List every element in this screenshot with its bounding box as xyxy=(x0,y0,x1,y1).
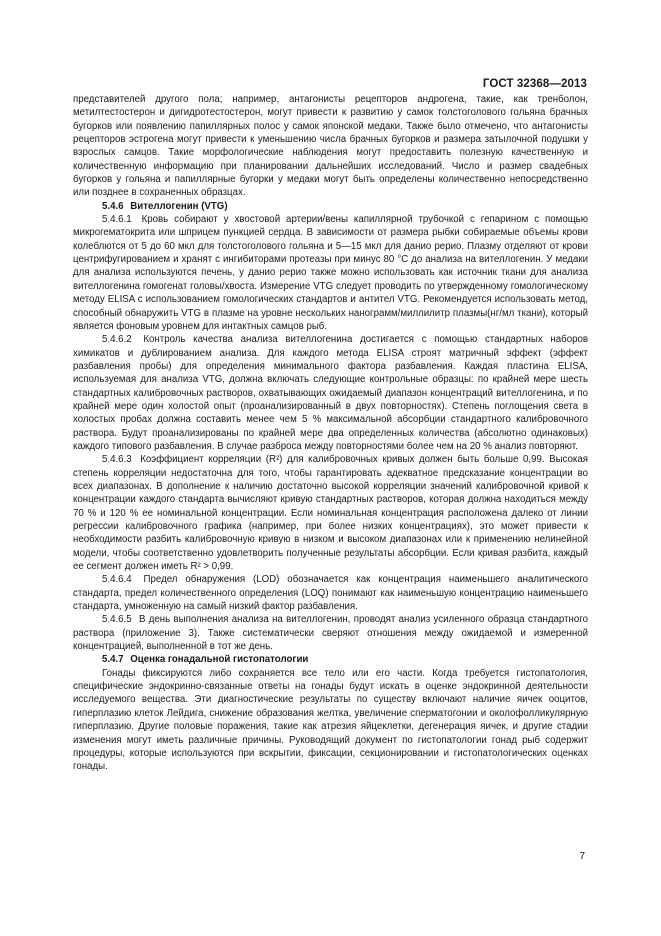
paragraph-continuation: представителей другого пола; например, антагонисты рецепторов андрогена, такие, как тренболон, метилтестостерон и дигидротестостерон, могут привести к развитию у самок толстоголового гольяна брачных бугорков или появлению папиллярных полос у самок японской медаки. Также было отмечено, что антагонисты рецепторов эстрогена могут привести к уменьшению числа брачных бугорков и размера затылочной подушки у взрослых самцов. Такие морфологические наблюдения могут предоставить полезную качественную и количественную информацию при планировании дальнейших исследований. Число и размер свадебных бугорков у гольяна и папиллярные бугорки у медаки могут быть определены количественно непосредственно или позднее в сохраненных образцах. xyxy=(73,94,588,199)
clause-number: 5.4.6.2 xyxy=(102,334,132,346)
clause-number: 5.4.6.5 xyxy=(102,614,132,626)
section-title: Вителлогенин (VTG) xyxy=(130,200,228,212)
section-heading-5-4-7 xyxy=(73,653,588,666)
clause-text: Контроль качества анализа вителлогенина достигается с помощью стандартных наборов химикатов и дублированием анализа. Для каждого метода ELISA строят матричный эффект (эффект разбавления пробы) для определения минимального фактора разбавления. Каждая пластина ELISA, используемая для анализа VTG, должна включать следующие контрольные образцы: по крайней мере шесть стандартных калибровочных растворов, охватывающих ожидаемый диапазон концентраций вителлогенина, и по крайней мере один холостой опыт (проанализированный в двух повторностях). Степень поглощения света в холостых пробах должна составить менее чем 5 % максимальной абсорбции стандартного калибровочного раствора. Будут проанализированы по крайней мере два определенных количества (абсолютно одинаковых) каждого типового разбавления. В случае разброса между повторностями более чем на 20 % анализ повторяют. xyxy=(73,334,589,452)
paragraph-5-4-6-4 xyxy=(73,573,588,613)
clause-number: 5.4.6.1 xyxy=(102,214,132,226)
paragraph-5-4-6-1 xyxy=(73,213,588,333)
clause-text: Коэффициент корреляции (R²) для калибровочных кривых должен быть больше 0,99. Высокая степень корреляции недостаточна для того, чтобы гарантировать адекватное предсказание концентрации во всех диапазонах. В дополнение к наличию достаточно высокой корреляции значений калибровочной кривой к концентрации каждого стандарта вычисляют кривую стандартных растворов, которая должна находиться между 70 % и 120 % ее номинальной концентрации. Если номинальная концентрация расположена далеко от линии регрессии калибровочного графика (например, при более низких концентрациях), это может привести к необходимости разбить калибровочную кривую в низком и высоком диапазонах или к применению нелинейной модели, чтобы соответственно удовлетворить полученные результаты абсорбции. Если кривая разбита, каждый ее сегмент должен иметь R² > 0,99. xyxy=(73,454,588,573)
paragraph-5-4-6-5 xyxy=(73,613,588,653)
document-body xyxy=(73,93,588,774)
paragraph-5-4-7: Гонады фиксируются либо сохраняется все тело или его части. Когда требуется гистопатология, специфические эндокринно-связанные ответы на гонады будут искать в оценке эндокринной деятельности исследуемого вещества. Эти диагностические результаты по существу включают наличие яичек ооцитов, гиперплазию клеток Лейдига, снижение образования желтка, увеличение сперматогонии и околофолликулярную гиперплазию. Другие половые поражения, такие как атрезия яйцеклетки, дегенерация яичек, и другие стадии изменения могут иметь различные причины. Руководящий документ по гистопатологии гонад рыб содержит процедуры, которые используются при вскрытии, фиксации, секционировании и гистопатологических оценках гонады. xyxy=(73,667,588,773)
section-heading-5-4-6 xyxy=(73,200,588,213)
standard-number-header: ГОСТ 32368—2013 xyxy=(482,78,587,90)
clause-text: Кровь собирают у хвостовой артерии/вены капиллярной трубочкой с гепарином с помощью микрогематокрита или шприцем пункцией сердца. В зависимости от размера рыбки собираемые объемы крови колеблются от 5 до 60 мкл для толстоголового гольяна и 5—15 мкл для данио рерио. Плазму отделяют от крови центрифугированием и хранят с ингибиторами протеазы при минус 80 °С до анализа на вителлогенин. У медаки для анализа используются печень, у данио рерио также можно использовать как источник ткани для анализа вителлогенина гомогенат головы/хвоста. Измерение VTG следует проводить по утвержденному гомологическому методу ELISA с использованием гомологических стандартов и антител VTG. Рекомендуется использовать метод, способный обнаружить VTG в плазме на уровне нескольких нанограмм/миллилитр плазмы(нг/мл ткани), который является фоновым уровнем для интактных самцов рыб. xyxy=(73,214,588,332)
clause-text: Предел обнаружения (LOD) обозначается как концентрация наименьшего аналитического стандарта, предел количественного определения (LOQ) понимают как наименьшую концентрацию наименьшего стандарта, умноженную на самый низкий фактор разбавления. xyxy=(73,574,588,613)
paragraph-5-4-6-3 xyxy=(73,453,588,573)
clause-number: 5.4.6.4 xyxy=(102,574,132,586)
paragraph-5-4-6-2 xyxy=(73,333,588,453)
section-number: 5.4.7 xyxy=(102,654,124,666)
page-number: 7 xyxy=(579,851,585,862)
section-number: 5.4.6 xyxy=(102,200,124,212)
clause-number: 5.4.6.3 xyxy=(102,454,132,466)
section-title: Оценка гонадальной гистопатологии xyxy=(130,654,309,666)
clause-text: В день выполнения анализа на вителлогенин, проводят анализ усиленного образца стандартного раствора (приложение 3). Также систематически сверяют отношения между ожидаемой и измеренной концентрацией, выполненной в тот же день. xyxy=(73,614,588,653)
